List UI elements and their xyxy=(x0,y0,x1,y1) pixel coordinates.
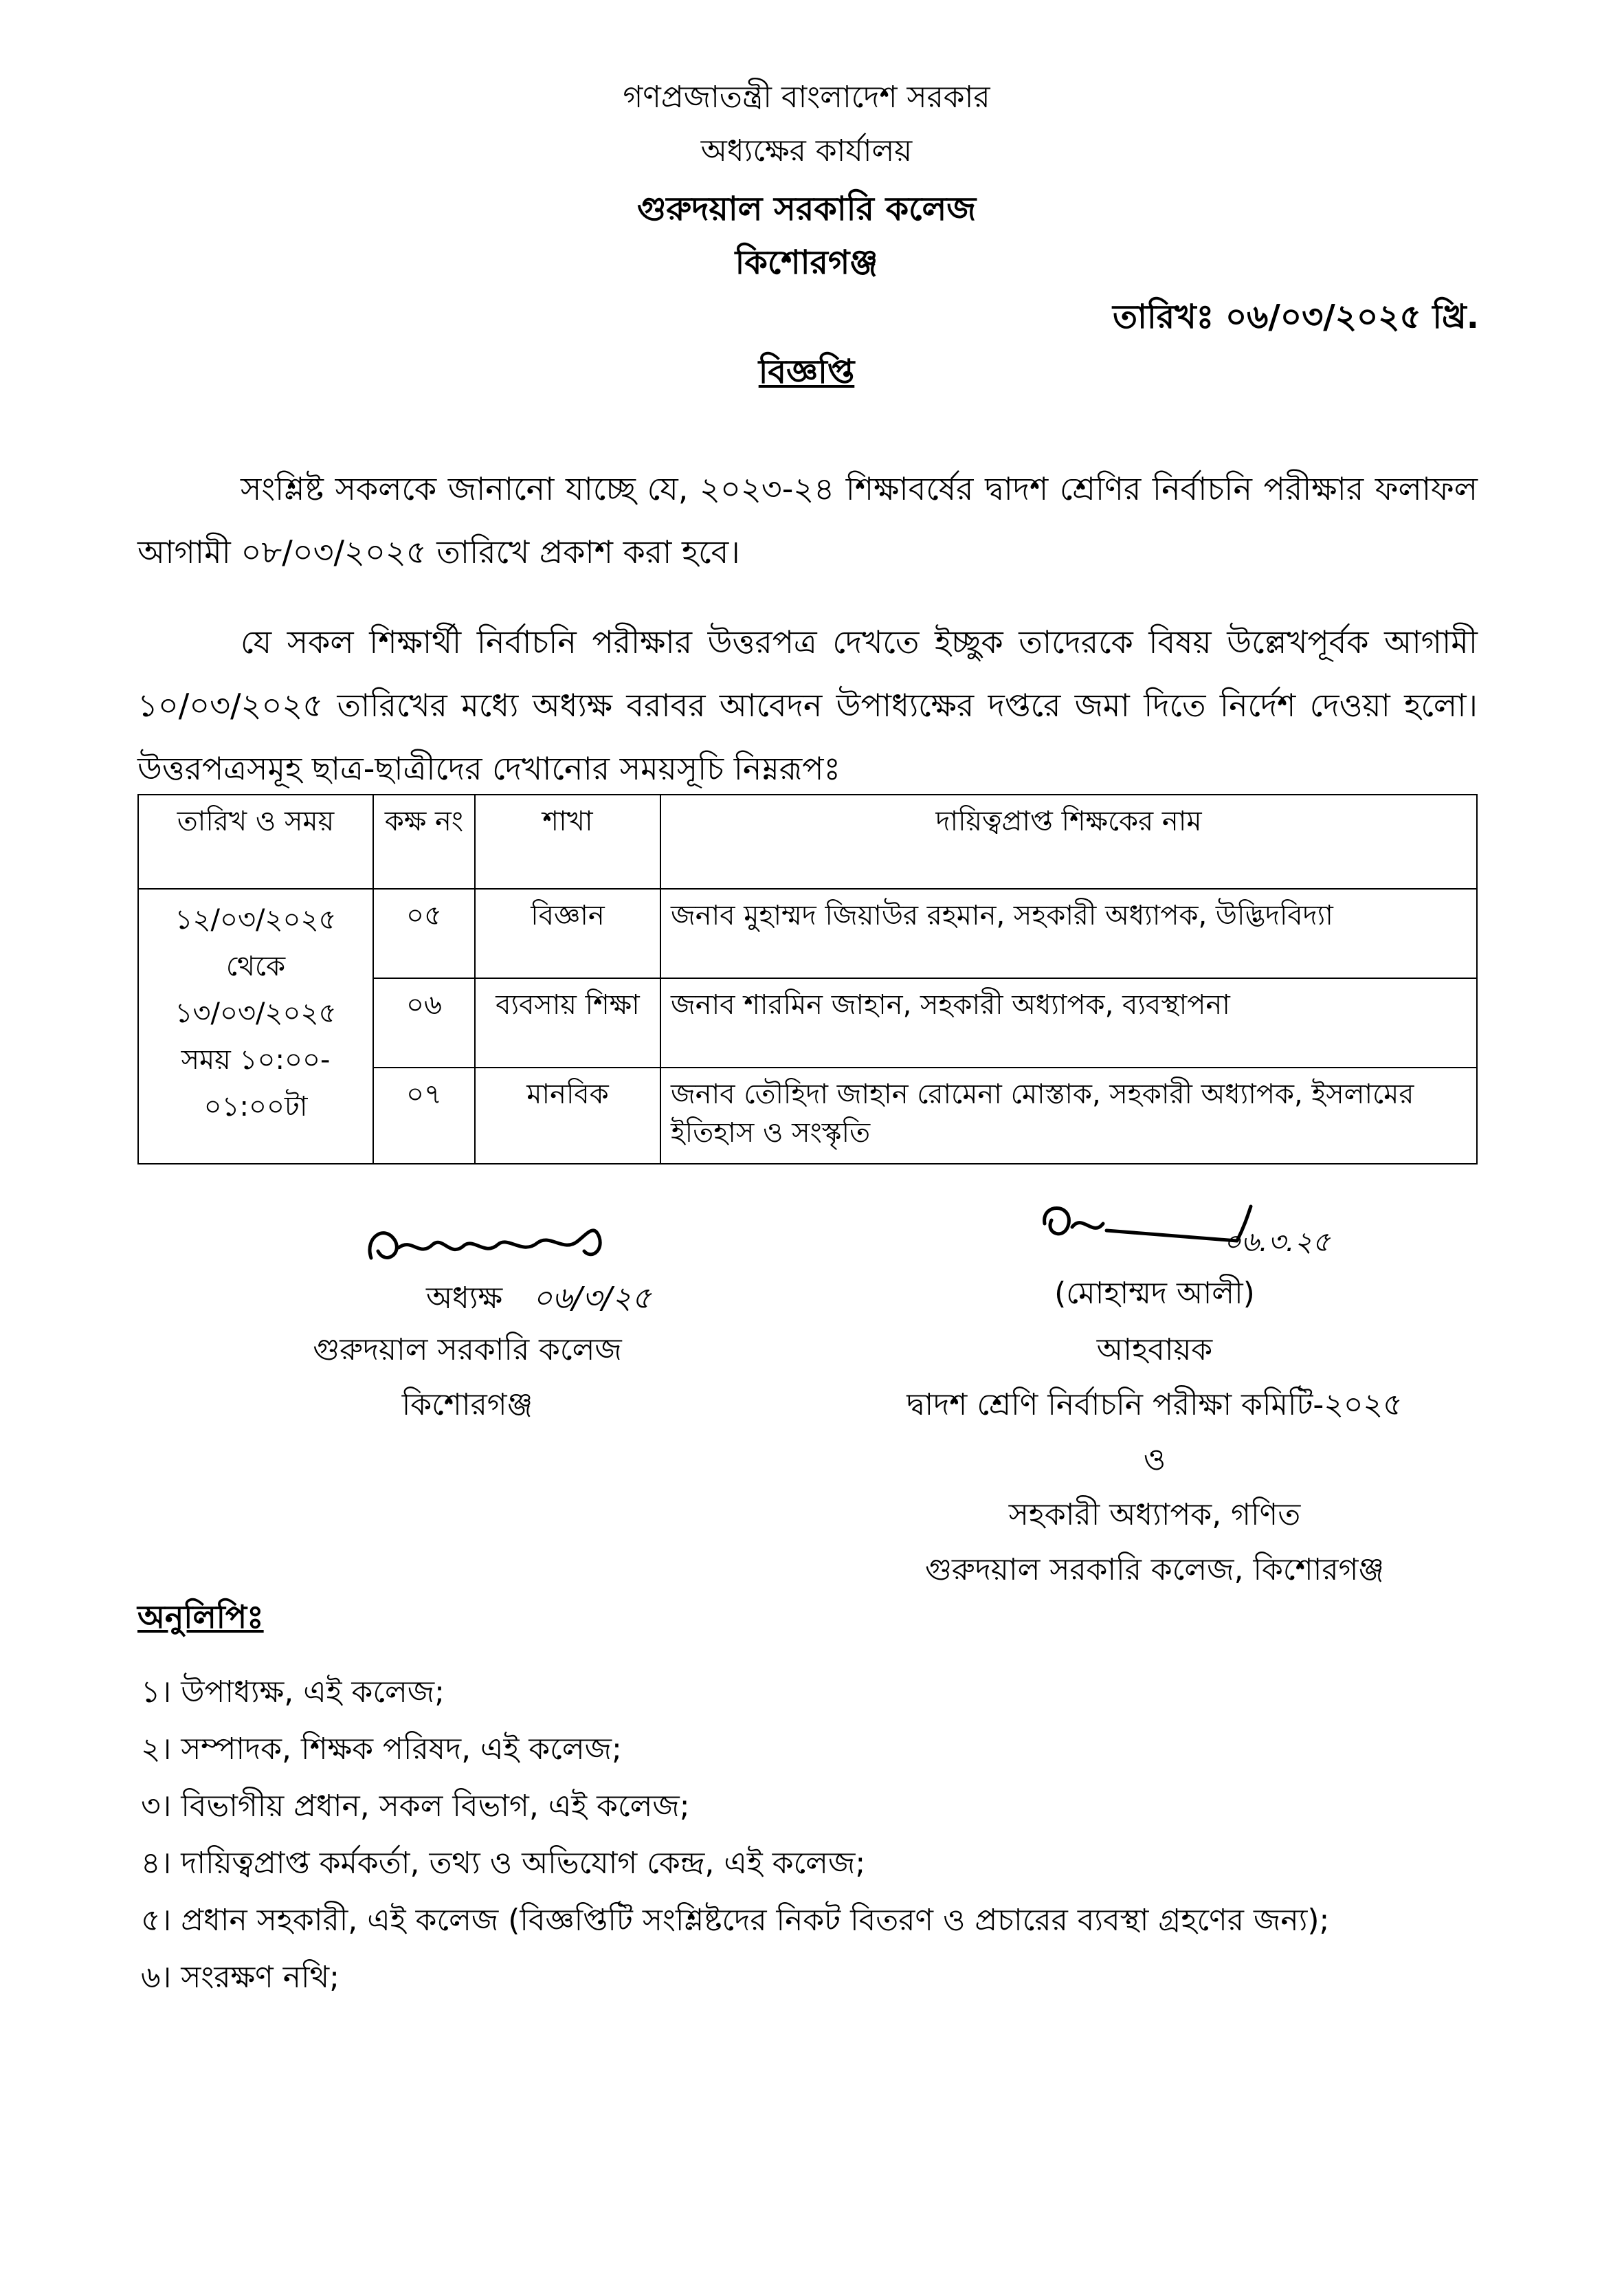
principal-signature-icon xyxy=(357,1210,701,1285)
room-cell: ০৫ xyxy=(373,889,475,978)
convener-and: ও xyxy=(1143,1442,1166,1477)
principal-college: গুরুদয়াল সরকারি কলেজ xyxy=(313,1332,622,1367)
list-item: ১। উপাধ্যক্ষ, এই কলেজ; xyxy=(141,1675,445,1710)
room-cell: ০৭ xyxy=(373,1068,475,1164)
college-district: কিশোরগঞ্জ xyxy=(735,243,878,282)
list-item: ৪। দায়িত্বপ্রাপ্ত কর্মকর্তা, তথ্য ও অভিযোগ কেন্দ্র, এই কলেজ; xyxy=(141,1846,866,1881)
header-teacher: দায়িত্বপ্রাপ্ত শিক্ষকের নাম xyxy=(660,795,1477,889)
convener-name: (মোহাম্মদ আলী) xyxy=(1054,1276,1255,1311)
convener-designation: সহকারী অধ্যাপক, গণিত xyxy=(1008,1497,1301,1532)
list-item: ২। সম্পাদক, শিক্ষক পরিষদ, এই কলেজ; xyxy=(141,1732,622,1767)
convener-handwritten-date: ০৬.৩.২৫ xyxy=(1223,1226,1331,1258)
list-item: ৩। বিভাগীয় প্রধান, সকল বিভাগ, এই কলেজ; xyxy=(141,1789,690,1824)
branch-cell: বিজ্ঞান xyxy=(475,889,660,978)
schedule-table xyxy=(137,794,1478,1164)
list-item: ৫। প্রধান সহকারী, এই কলেজ (বিজ্ঞপ্তিটি সংশ্লিষ্টদের নিকট বিতরণ ও প্রচারের ব্যবস্থা গ্রহণের জন্য); xyxy=(141,1903,1330,1938)
convener-college: গুরুদয়াল সরকারি কলেজ, কিশোরগঞ্জ xyxy=(925,1552,1384,1587)
room-cell: ০৬ xyxy=(373,978,475,1068)
teacher-cell: জনাব শারমিন জাহান, সহকারী অধ্যাপক, ব্যবস্থাপনা xyxy=(660,978,1477,1068)
copies-title: অনুলিপিঃ xyxy=(137,1598,264,1635)
branch-cell: ব্যবসায় শিক্ষা xyxy=(475,978,660,1068)
teacher-cell: জনাব তৌহিদা জাহান রোমেনা মোস্তাক, সহকারী অধ্যাপক, ইসলামের ইতিহাস ও সংস্কৃতি xyxy=(660,1068,1477,1164)
table-header-row xyxy=(138,795,1477,889)
table-row xyxy=(138,889,1477,978)
office-line: অধ্যক্ষের কার্যালয় xyxy=(700,133,913,168)
copies-list xyxy=(141,1664,1329,2006)
date-time-cell: ১২/০৩/২০২৫ থেকে ১৩/০৩/২০২৫ সময় ১০:০০- ০১:০০টা xyxy=(138,889,373,1164)
government-line: গণপ্রজাতন্ত্রী বাংলাদেশ সরকার xyxy=(623,80,990,115)
header-branch: শাখা xyxy=(475,795,660,889)
list-item: ৬। সংরক্ষণ নথি; xyxy=(141,1960,340,1995)
college-name: গুরুদয়াল সরকারি কলেজ xyxy=(636,190,977,228)
paragraph-2: যে সকল শিক্ষার্থী নির্বাচনি পরীক্ষার উত্তরপত্র দেখতে ইচ্ছুক তাদেরকে বিষয় উল্লেখপূর্বক আগামী ১০/০৩/২০২৫ তারিখের মধ্যে অধ্যক্ষ বরাবর আবেদন উপাধ্যক্ষের দপ্তরে জমা দিতে নির্দেশ দেওয়া হলো। উত্তরপত্রসমূহ ছাত্র-ছাত্রীদের দেখানোর সময়সূচি নিম্নরূপঃ xyxy=(137,623,1478,787)
teacher-cell: জনাব মুহাম্মদ জিয়াউর রহমান, সহকারী অধ্যাপক, উদ্ভিদবিদ্যা xyxy=(660,889,1477,978)
header-date-time: তারিখ ও সময় xyxy=(138,795,373,889)
paragraph-1: সংশ্লিষ্ট সকলকে জানানো যাচ্ছে যে, ২০২৩-২৪ শিক্ষাবর্ষের দ্বাদশ শ্রেণির নির্বাচনি পরীক্ষার ফলাফল আগামী ০৮/০৩/২০২৫ তারিখে প্রকাশ করা হবে। xyxy=(137,470,1478,571)
convener-role: আহবায়ক xyxy=(1096,1332,1213,1367)
header-room: কক্ষ নং xyxy=(373,795,475,889)
principal-handwritten-date: ০৬/৩/২৫ xyxy=(533,1281,652,1316)
notice-title: বিজ্ঞপ্তি xyxy=(758,353,855,391)
notice-date: তারিখঃ ০৬/০৩/২০২৫ খ্রি. xyxy=(1113,298,1479,336)
convener-committee: দ্বাদশ শ্রেণি নির্বাচনি পরীক্ষা কমিটি-২০২৫ xyxy=(906,1387,1403,1422)
principal-district: কিশোরগঞ্জ xyxy=(401,1387,533,1422)
branch-cell: মানবিক xyxy=(475,1068,660,1164)
principal-title: অধ্যক্ষ xyxy=(426,1281,503,1316)
